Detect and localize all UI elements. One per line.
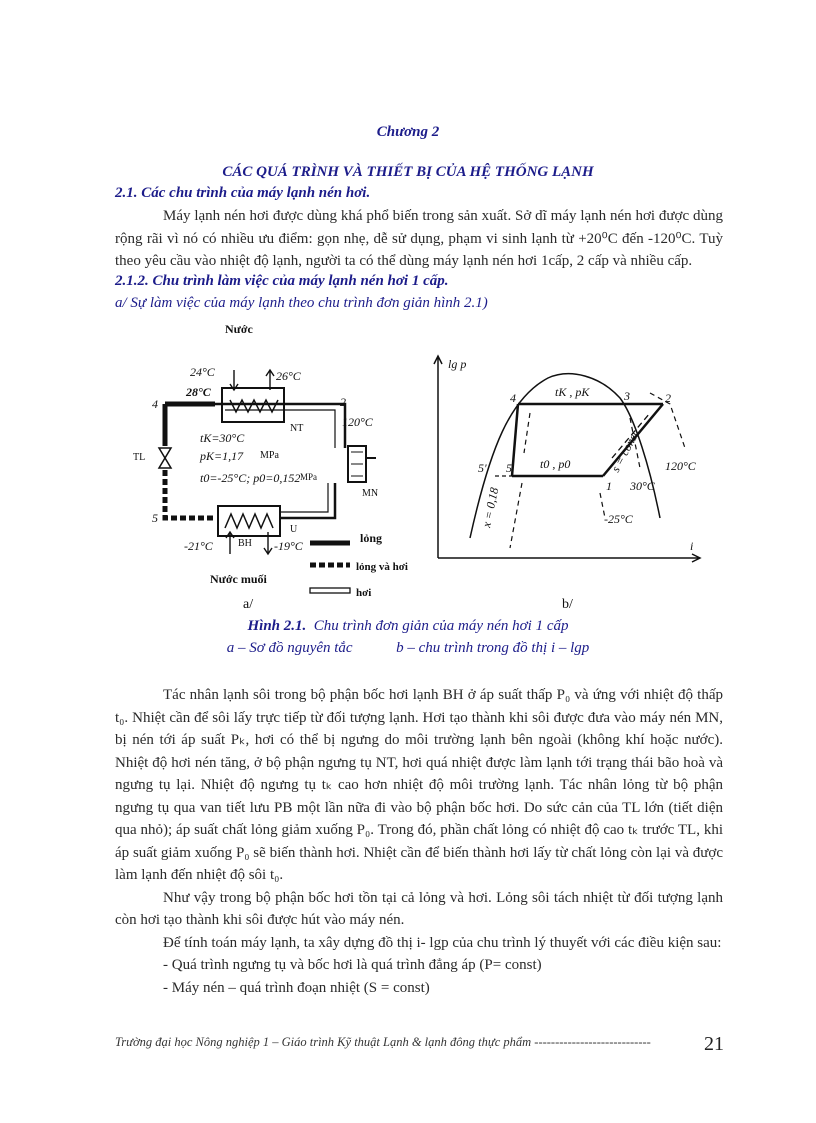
point-5-label: 5 bbox=[506, 461, 512, 475]
suction-pipe bbox=[280, 483, 335, 518]
legend-liquid-label: lỏng bbox=[360, 531, 383, 545]
intro-text: Máy lạnh nén hơi được dùng khá phổ biến trong sản xuất. Sở dĩ máy lạnh nén hơi được dùng rộng rãi vì nó có nhiều ưu điểm: gọn nhẹ, dễ sử dụng, phạm vi sinh lạnh từ +20⁰C đến -120⁰C. Tuỳ theo yêu cầu vào nhiệt độ lạnh, người ta có thể dùng máy lạnh nén hơi 1cấp, 2 cấp và nhiều cấp. bbox=[115, 208, 723, 269]
sub-label-a: a/ bbox=[243, 597, 254, 612]
point-4-label: 4 bbox=[510, 391, 516, 405]
figure-2-1-svg bbox=[130, 318, 720, 618]
lgp-i-labels bbox=[448, 357, 697, 612]
point-3-label: 3 bbox=[624, 389, 630, 403]
sub-label-b: b/ bbox=[562, 597, 573, 612]
point-5-prime-label: 5' bbox=[478, 461, 487, 475]
condenser-nt-label: NT bbox=[290, 423, 304, 434]
body-paragraph-1: Tác nhân lạnh sôi trong bộ phận bốc hơi lạnh BH ở áp suất thấp P₀ và ứng với nhiệt độ thấp t₀. Nhiệt cần để sôi lấy trực tiếp từ đối tượng lạnh. Hơi tạo thành khi sôi được đưa vào máy nén MN, bị nén tới áp suất Pₖ, hơi có thể bị ngưng do môi trường lạnh bên ngoài (không khí hoặc nước). Nhiệt độ hơi nén tăng, ở bộ phận ngưng tụ NT, hơi quá nhiệt được làm lạnh tới trạng thái bão hoà và ngưng tụ lại. Nhiệt độ ngưng tụ tₖ cao hơn nhiệt độ môi trường lạnh. Tác nhân lỏng từ bộ phận ngưng tụ qua van tiết lưu PB một lần nữa đi vào bộ phận bốc hơi. Do sức cản của TL lớn (tiết diện qua nhỏ); áp suất chất lỏng giảm xuống P₀. Trong đó, phần chất lỏng có nhiệt độ cao tₖ trước TL, khi áp suất giảm xuống P₀ sẽ biến thành hơi. Nhiệt cần để biến thành hơi lấy từ chất lỏng còn lại và được làm lạnh đến nhiệt độ sôi t₀. bbox=[115, 687, 723, 883]
point-2-label: 2 bbox=[665, 391, 671, 405]
expansion-valve bbox=[159, 448, 171, 458]
pk-label: pK=1,17 bbox=[200, 449, 244, 463]
legend-vapor-line bbox=[310, 588, 350, 593]
brine-label: Nước muối bbox=[210, 572, 267, 586]
figure-2-1 bbox=[130, 318, 720, 618]
dashed-tk-line bbox=[524, 413, 530, 453]
chapter-title: CÁC QUÁ TRÌNH VÀ THIẾT BỊ CỦA HỆ THỐNG LẠNH bbox=[222, 164, 594, 180]
temp-28: 28°C bbox=[186, 385, 211, 399]
chapter-label: Chương 2 bbox=[376, 124, 440, 140]
point-1-label: 1 bbox=[606, 479, 612, 493]
expansion-valve-lower bbox=[159, 458, 171, 468]
x-quality-label: x = 0,18 bbox=[479, 486, 502, 529]
section-2-1-2-heading: 2.1.2. Chu trình làm việc của máy lạnh nén hơi 1 cấp. bbox=[115, 273, 449, 289]
evaporator-bh-label: BH bbox=[238, 538, 252, 549]
water-label: Nước bbox=[225, 322, 253, 336]
node-2-label: 2 bbox=[340, 395, 346, 409]
s-const-label: s = const bbox=[608, 428, 642, 475]
t0-p0-chart-label: t0 , p0 bbox=[540, 457, 571, 471]
figure-subcaption-b: b – chu trình trong đồ thị i – lgp bbox=[396, 640, 590, 656]
brine-in-arrow bbox=[226, 532, 234, 554]
temp-120: 120°C bbox=[342, 415, 373, 429]
body-text bbox=[115, 684, 723, 999]
intro-paragraph bbox=[115, 205, 723, 273]
page-footer: Trường đại học Nông nghiệp 1 – Giáo trình Kỹ thuật Lạnh & lạnh đông thực phẩm ---------------------------- bbox=[115, 1035, 651, 1049]
body-paragraph-3: Để tính toán máy lạnh, ta xây dựng đồ thị i- lgp của chu trình lý thuyết với các điều kiện sau: bbox=[163, 934, 722, 951]
temp-minus-25-chart: -25°C bbox=[604, 512, 633, 526]
t0-p0-label: t0=-25°C; p0=0,152 bbox=[200, 471, 301, 485]
subsection-a-heading: a/ Sự làm việc của máy lạnh theo chu trình đơn giản hình 2.1) bbox=[115, 295, 488, 311]
temp-24: 24°C bbox=[190, 365, 215, 379]
x-axis bbox=[438, 554, 700, 562]
figure-caption-number: Hình 2.1. bbox=[247, 618, 307, 634]
node-5-label: 5 bbox=[152, 511, 158, 525]
figure-subcaption-a: a – Sơ đồ nguyên tắc bbox=[226, 640, 353, 656]
figure-caption-text: Chu trình đơn giản của máy nén hơi 1 cấp bbox=[313, 618, 569, 634]
body-paragraph-2: Như vậy trong bộ phận bốc hơi tồn tại cả lỏng và hơi. Lỏng sôi tách nhiệt từ đối tượng lạnh còn hơi tạo thành khi sôi được hút vào máy nén. bbox=[115, 889, 723, 928]
x-axis-label: i bbox=[690, 539, 694, 553]
temp-minus-21: -21°C bbox=[184, 539, 213, 553]
figure-caption bbox=[0, 618, 816, 635]
tk-pk-label: tK , pK bbox=[555, 385, 590, 399]
y-axis bbox=[434, 356, 442, 558]
figure-subcaption bbox=[0, 640, 816, 657]
compressor-mn-label: MN bbox=[362, 488, 379, 499]
condition-list-item-2: - Máy nén – quá trình đoạn nhiệt (S = const) bbox=[163, 979, 430, 996]
condition-list-item-1: - Quá trình ngưng tụ và bốc hơi là quá trình đẳng áp (P= const) bbox=[163, 957, 542, 973]
page-number: 21 bbox=[704, 1033, 724, 1055]
u-label: U bbox=[290, 524, 298, 535]
y-axis-label: lg p bbox=[448, 357, 467, 371]
temp-30-chart: 30°C bbox=[630, 479, 655, 493]
legend-mix-label: lỏng và hơi bbox=[356, 561, 408, 573]
legend-vapor-label: hơi bbox=[356, 587, 372, 599]
tk-label: tK=30°C bbox=[200, 431, 245, 445]
temp-minus-19: -19°C bbox=[274, 539, 303, 553]
temp-120-chart: 120°C bbox=[665, 459, 696, 473]
node-4-label: 4 bbox=[152, 397, 158, 411]
quality-line bbox=[510, 483, 522, 548]
throttling-line bbox=[512, 404, 518, 476]
temp-26: 26°C bbox=[276, 369, 301, 383]
evaporator-coil bbox=[225, 514, 273, 528]
tl-label: TL bbox=[133, 452, 146, 463]
water-in-arrow bbox=[230, 370, 238, 390]
p0-unit: MPa bbox=[300, 472, 318, 482]
condition-list bbox=[115, 954, 723, 999]
pk-unit: MPa bbox=[260, 450, 279, 461]
section-2-1-heading: 2.1. Các chu trình của máy lạnh nén hơi. bbox=[115, 185, 371, 201]
suction-pipe-inner bbox=[280, 483, 328, 512]
